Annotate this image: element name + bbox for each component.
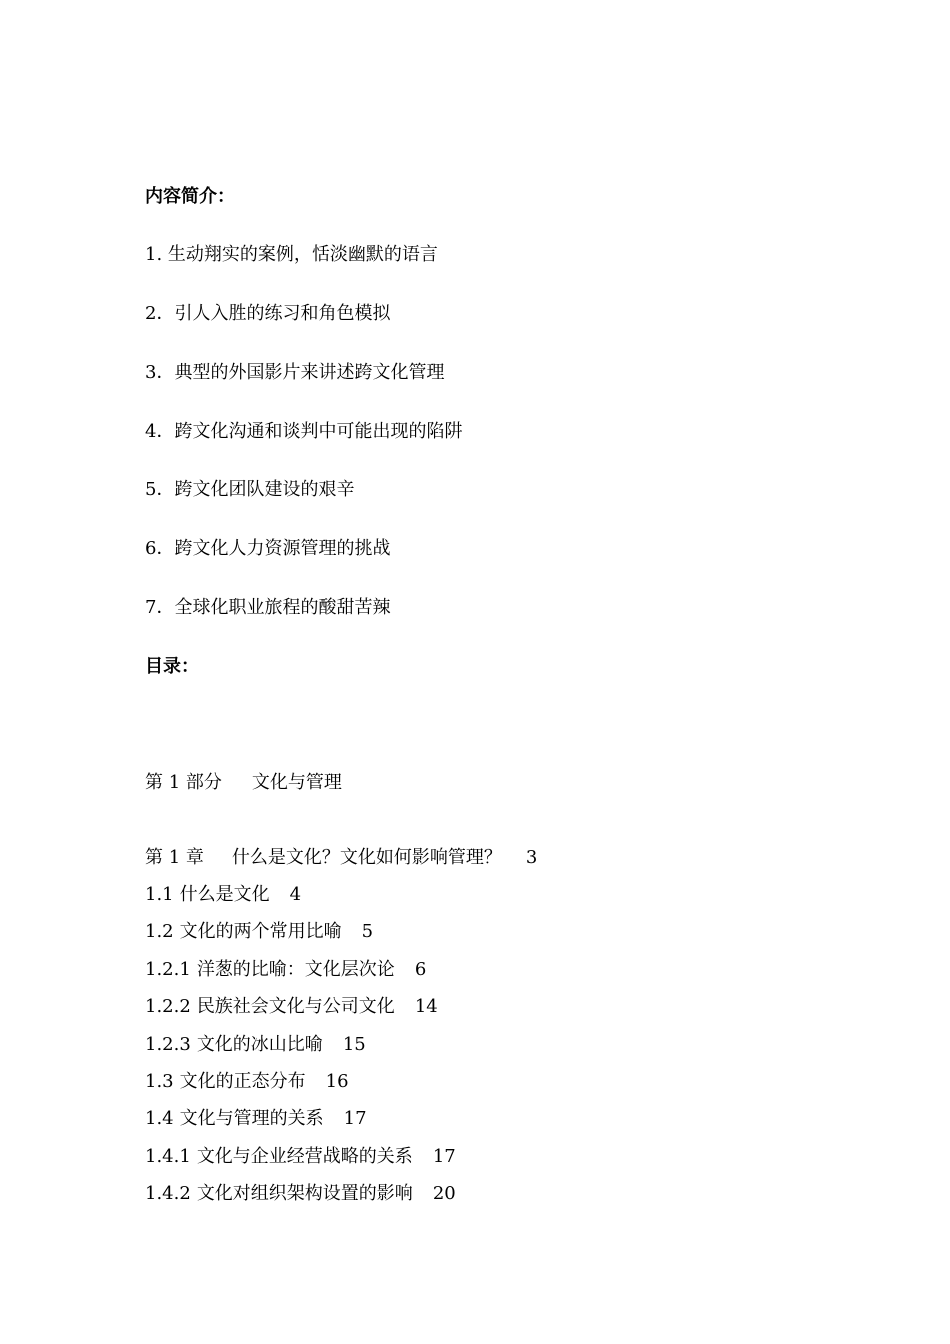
toc-entry-num: 1.4.2	[145, 1183, 191, 1204]
toc-entry	[145, 883, 301, 907]
summary-item-4: 4．跨文化沟通和谈判中可能出现的陷阱	[145, 421, 463, 442]
toc-entry-num: 1.3	[145, 1071, 174, 1092]
toc-entry-num: 1.2	[145, 921, 174, 942]
toc-entry	[145, 1107, 367, 1131]
toc-entry	[145, 1033, 366, 1057]
toc-entry-title: 文化的冰山比喻	[196, 1034, 323, 1055]
toc-entry-title: 文化与管理的关系	[179, 1108, 324, 1129]
summary-item-5: 5．跨文化团队建设的艰辛	[145, 479, 355, 500]
toc-entry	[145, 1145, 456, 1169]
toc-entry-num: 1.4	[145, 1108, 174, 1129]
toc-entry-page: 16	[325, 1071, 349, 1092]
toc-entry-page: 20	[432, 1183, 456, 1204]
toc-entry-page: 14	[414, 996, 438, 1017]
toc-entry-title: 文化的正态分布	[179, 1071, 306, 1092]
toc-entry-num: 1.2.3	[145, 1034, 191, 1055]
summary-item-2: 2．引人入胜的练习和角色模拟	[145, 303, 391, 324]
toc-chapter-title: 什么是文化？文化如何影响管理？	[231, 847, 502, 868]
toc-entry	[145, 958, 426, 982]
summary-item-6: 6．跨文化人力资源管理的挑战	[145, 538, 391, 559]
toc-entry	[145, 1182, 456, 1206]
toc-entry-title: 文化对组织架构设置的影响	[196, 1183, 413, 1204]
toc-entry-num: 1.2.2	[145, 996, 191, 1017]
toc-part-title: 文化与管理	[251, 772, 342, 793]
toc-entry-title: 洋葱的比喻：文化层次论	[196, 959, 395, 980]
toc-entry	[145, 1070, 349, 1094]
toc-entry-page: 17	[432, 1146, 456, 1167]
toc-entry-title: 文化与企业经营战略的关系	[196, 1146, 413, 1167]
toc-entry-page: 15	[342, 1034, 366, 1055]
toc-entry	[145, 995, 438, 1019]
toc-chapter	[145, 846, 537, 870]
toc-chapter-page: 3	[525, 847, 538, 868]
toc-part	[145, 771, 342, 795]
toc-entry-num: 1.4.1	[145, 1146, 191, 1167]
toc-entry-page: 6	[414, 959, 427, 980]
toc-entry-num: 1.1	[145, 884, 174, 905]
toc-entry-page: 4	[289, 884, 302, 905]
toc-chapter-label: 第 1 章	[145, 847, 204, 868]
toc-part-label: 第 1 部分	[145, 772, 222, 793]
summary-item-1: 1. 生动翔实的案例，恬淡幽默的语言	[145, 244, 438, 265]
toc-entry-page: 5	[361, 921, 374, 942]
toc-entry-num: 1.2.1	[145, 959, 191, 980]
toc-entry-title: 民族社会文化与公司文化	[196, 996, 395, 1017]
toc-heading: 目录：	[145, 656, 199, 677]
toc-entry	[145, 920, 373, 944]
summary-item-3: 3．典型的外国影片来讲述跨文化管理	[145, 362, 445, 383]
toc-entry-title: 文化的两个常用比喻	[179, 921, 342, 942]
toc-entry-title: 什么是文化	[179, 884, 270, 905]
toc-entry-page: 17	[343, 1108, 367, 1129]
summary-item-7: 7．全球化职业旅程的酸甜苦辣	[145, 597, 391, 618]
summary-heading: 内容简介：	[145, 186, 235, 207]
